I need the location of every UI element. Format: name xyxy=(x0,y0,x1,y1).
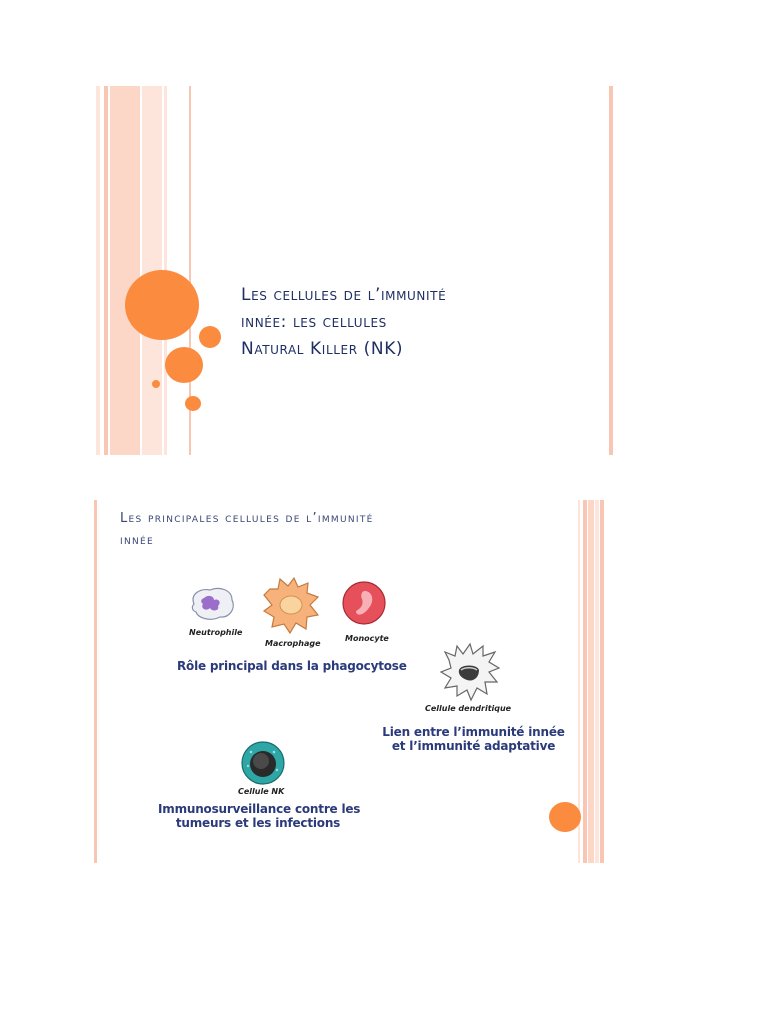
decorative-circle-medium xyxy=(165,347,203,383)
macrophage-label: Macrophage xyxy=(265,639,321,648)
decorative-stripe xyxy=(110,86,140,455)
monocyte-label: Monocyte xyxy=(345,634,389,643)
decorative-stripe xyxy=(588,500,594,863)
monocyte-icon xyxy=(340,579,388,627)
phagocytosis-caption: Rôle principal dans la phagocytose xyxy=(177,659,407,673)
decorative-circle-large xyxy=(125,270,199,340)
title-line: Natural Killer (NK) xyxy=(241,339,404,359)
title-line: innée: les cellules xyxy=(241,312,387,332)
slide-title xyxy=(120,508,540,552)
slide-title xyxy=(241,282,601,363)
caption-line: tumeurs et les infections xyxy=(175,816,341,830)
nk-cell-label: Cellule NK xyxy=(238,787,285,796)
caption-line: Lien entre l’immunité innée xyxy=(382,725,565,739)
title-line: innée xyxy=(120,533,154,548)
innate-adaptive-link-caption xyxy=(376,725,571,753)
decorative-circle-small xyxy=(185,396,201,411)
decorative-stripe xyxy=(595,500,599,863)
decorative-stripe xyxy=(609,86,613,455)
decorative-circle xyxy=(549,802,581,832)
caption-line: Immunosurveillance contre les xyxy=(158,802,361,816)
decorative-circle-tiny xyxy=(152,380,160,388)
title-slide xyxy=(96,86,614,455)
dendritic-cell-icon xyxy=(437,642,503,704)
content-slide xyxy=(94,500,606,863)
immunosurveillance-caption xyxy=(158,802,361,830)
decorative-stripe xyxy=(600,500,604,863)
title-line: Les cellules de l’immunité xyxy=(241,285,447,305)
decorative-circle-small xyxy=(199,326,221,348)
caption-line: et l’immunité adaptative xyxy=(391,739,556,753)
nk-cell-icon xyxy=(240,740,286,786)
title-line: Les principales cellules de l’immunité xyxy=(120,511,374,526)
decorative-stripe xyxy=(96,86,100,455)
decorative-stripe xyxy=(104,86,108,455)
decorative-stripe xyxy=(94,500,97,863)
decorative-stripe xyxy=(583,500,587,863)
macrophage-icon xyxy=(260,575,322,635)
dendritic-cell-label: Cellule dendritique xyxy=(425,704,512,713)
neutrophil-icon xyxy=(188,584,238,624)
neutrophil-label: Neutrophile xyxy=(189,628,243,637)
